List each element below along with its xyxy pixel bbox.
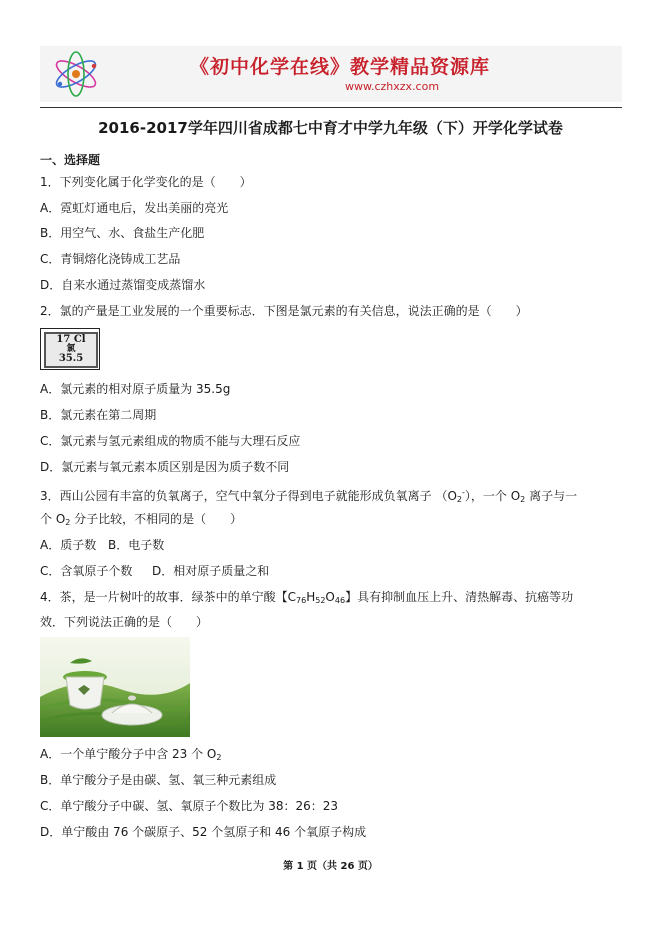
element-number-symbol: 17 Cl — [56, 334, 86, 345]
green-tea-photo — [40, 637, 190, 737]
q3-stem-line2: 个 $O_2$ 分子比较，不相同的是（ ） — [40, 512, 243, 527]
page-footer: 第 1 页（共 26 页） — [283, 861, 378, 872]
q1-option-b: B．用空气、水、食盐生产化肥 — [40, 226, 205, 240]
q4-stem-line1: 4．茶，是一片树叶的故事．绿茶中的单宁酸【$C_{76}H_{52}O_{46}$】具有抑制血压上升、清热解毒、抗癌等功 — [40, 590, 574, 605]
section-heading: 一、选择题 — [40, 153, 101, 167]
q4-option-b: B．单宁酸分子是由碳、氢、氧三种元素组成 — [40, 773, 277, 787]
banner-title: 《初中化学在线》教学精品资源库 — [190, 56, 491, 78]
q3-option-b: B．电子数 — [108, 538, 165, 552]
header-banner — [40, 46, 622, 102]
banner-url[interactable]: www.czhxzx.com — [345, 80, 440, 93]
chlorine-element-card — [40, 328, 100, 370]
element-card-inner — [44, 332, 98, 368]
q1-stem: 1．下列变化属于化学变化的是（ ） — [40, 175, 252, 189]
q3-option-c: C．含氧原子个数 — [40, 564, 133, 578]
q3-option-a: A．质子数 — [40, 538, 97, 552]
element-mass: 35.5 — [58, 353, 84, 364]
q1-option-c: C．青铜熔化浇铸成工艺品 — [40, 252, 181, 266]
header-divider — [40, 107, 622, 108]
q2-option-a: A．氯元素的相对原子质量为 35.5g — [40, 382, 231, 396]
q1-option-a: A．霓虹灯通电后，发出美丽的亮光 — [40, 201, 229, 215]
q3-stem-line1: 3．西山公园有丰富的负氧离子，空气中氧分子得到电子就能形成负氧离子 $(O_2^-)$，一个 $O_2$ 离子与一 — [40, 488, 578, 504]
q4-option-d: D．单宁酸由 76 个碳原子、52 个氢原子和 46 个氧原子构成 — [40, 825, 367, 839]
q2-stem: 2．氯的产量是工业发展的一个重要标志．下图是氯元素的有关信息，说法正确的是（ ） — [40, 304, 528, 318]
q2-option-b: B．氯元素在第二周期 — [40, 408, 157, 422]
q3-option-d: D．相对原子质量之和 — [152, 564, 270, 578]
document-title: 2016-2017学年四川省成都七中育才中学九年级（下）开学化学试卷 — [98, 119, 563, 137]
element-name: 氯 — [66, 344, 76, 354]
q2-option-c: C．氯元素与氢元素组成的物质不能与大理石反应 — [40, 434, 301, 448]
q2-option-d: D．氯元素与氧元素本质区别是因为质子数不同 — [40, 460, 290, 474]
atom-logo-icon — [50, 48, 102, 100]
q4-stem-line2: 效．下列说法正确的是（ ） — [40, 615, 209, 629]
q4-option-c: C．单宁酸分子中碳、氢、氧原子个数比为 38：26：23 — [40, 799, 339, 813]
q4-option-a: A．一个单宁酸分子中含 23 个 $O_2$ — [40, 747, 222, 762]
q1-option-d: D．自来水通过蒸馏变成蒸馏水 — [40, 278, 206, 292]
